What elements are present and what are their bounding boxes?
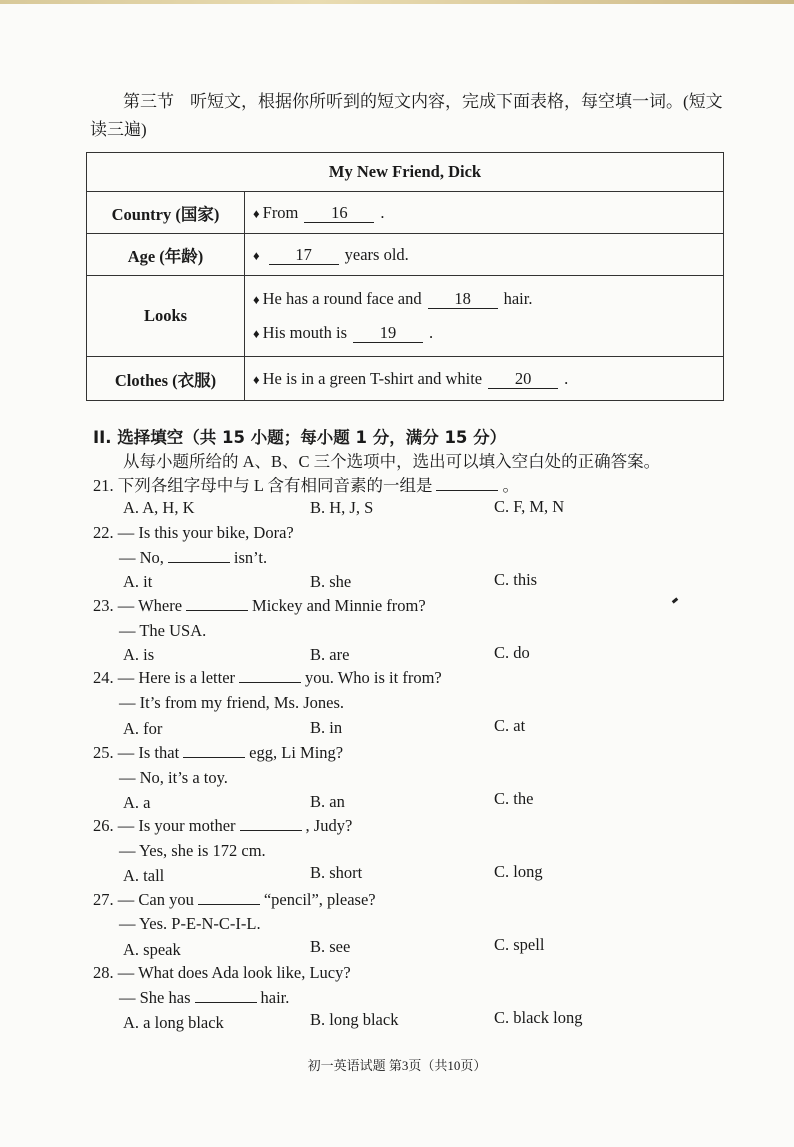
line-text: From [262, 202, 299, 222]
answer-blank[interactable] [198, 890, 260, 905]
option-b[interactable]: B. an [310, 792, 345, 811]
diamond-icon: ♦ [253, 205, 260, 221]
question-text: — Is your mother [117, 816, 236, 835]
section3-instruction: 听短文，根据你所听到的短文内容，完成下面表格，每空填一词。(短文读三遍) [90, 92, 723, 139]
line-text: years old. [344, 244, 409, 264]
table-row [87, 192, 724, 234]
question-number: 22. [93, 523, 114, 542]
row-content-looks [245, 276, 724, 357]
answer-blank[interactable] [436, 476, 498, 491]
line-text: hair. [503, 289, 533, 308]
option-b[interactable]: B. in [310, 718, 343, 737]
info-table [86, 152, 724, 401]
question-text: “pencil”, please? [263, 890, 376, 909]
question-text: Mickey and Minnie from? [252, 596, 426, 615]
row-content-clothes [245, 357, 724, 401]
option-b[interactable]: B. short [310, 863, 363, 882]
section2-instruction: 从每小题所给的 A、B、C 三个选项中，选出可以填入空白处的正确答案。 [123, 452, 661, 471]
question-text: egg, Li Ming? [249, 743, 344, 762]
option-c[interactable]: C. F, M, N [494, 497, 565, 516]
question-25-reply: — No, it’s a toy. [119, 768, 228, 787]
answer-blank[interactable] [183, 743, 245, 758]
question-24 [93, 668, 442, 688]
question-26-reply: — Yes, she is 172 cm. [119, 841, 266, 860]
diamond-icon: ♦ [253, 247, 260, 263]
line-text: He has a round face and [262, 289, 422, 308]
question-22-reply [119, 548, 267, 568]
answer-blank[interactable] [240, 816, 302, 831]
question-26 [93, 816, 352, 836]
answer-blank-20[interactable]: 20 [488, 370, 558, 389]
question-text: — What does Ada look like, Lucy? [117, 963, 351, 982]
question-text: isn’t. [233, 548, 268, 567]
option-b[interactable]: B. are [310, 645, 350, 664]
question-24-reply: — It’s from my friend, Ms. Jones. [119, 693, 345, 712]
question-text: 下列各组字母中与 L 含有相同音素的一组是 [117, 476, 433, 495]
table-title: My New Friend, Dick [87, 153, 724, 192]
option-c[interactable]: C. at [494, 716, 526, 735]
option-b[interactable]: B. long black [310, 1010, 399, 1029]
question-text: hair. [260, 988, 290, 1007]
section2-heading: II. 选择填空（共 15 小题；每小题 1 分，满分 15 分） [93, 428, 507, 447]
option-a[interactable]: A. is [123, 645, 155, 664]
question-22 [93, 523, 294, 543]
question-text: 。 [502, 476, 519, 495]
question-text: , Judy? [305, 816, 353, 835]
line-text: . [429, 323, 434, 342]
answer-blank-18[interactable]: 18 [428, 290, 498, 309]
question-number: 25. [93, 743, 114, 762]
row-content-age [245, 234, 724, 276]
question-number: 27. [93, 890, 114, 909]
question-number: 28. [93, 963, 114, 982]
answer-blank-19[interactable]: 19 [353, 324, 423, 343]
question-text: — No, [119, 548, 164, 567]
question-23 [93, 596, 426, 616]
option-a[interactable]: A. A, H, K [123, 498, 195, 517]
question-28-reply [119, 988, 289, 1008]
table-row [87, 276, 724, 357]
question-text: — Can you [117, 890, 194, 909]
section3-intro [90, 88, 730, 144]
option-a[interactable]: A. tall [123, 866, 165, 885]
row-label-country: Country (国家) [87, 192, 245, 234]
option-c[interactable]: C. spell [494, 935, 545, 954]
option-a[interactable]: A. speak [123, 940, 181, 959]
option-b[interactable]: B. H, J, S [310, 498, 374, 517]
line-text: . [380, 202, 385, 222]
answer-blank[interactable] [168, 548, 230, 563]
option-c[interactable]: C. this [494, 570, 538, 589]
question-text: — Here is a letter [117, 668, 236, 687]
question-21 [93, 472, 519, 496]
answer-blank[interactable] [186, 596, 248, 611]
question-text: — Where [117, 596, 183, 615]
question-28 [93, 963, 351, 983]
option-a[interactable]: A. a long black [123, 1013, 224, 1032]
question-23-reply: — The USA. [119, 621, 207, 640]
diamond-icon: ♦ [253, 326, 260, 341]
option-a[interactable]: A. a [123, 793, 151, 812]
option-c[interactable]: C. do [494, 643, 530, 662]
question-number: 23. [93, 596, 114, 615]
option-b[interactable]: B. she [310, 572, 352, 591]
option-c[interactable]: C. the [494, 789, 534, 808]
line-text: He is in a green T-shirt and white [262, 368, 483, 388]
question-text: — She has [119, 988, 191, 1007]
section3-label: 第三节 [123, 92, 174, 111]
answer-blank[interactable] [239, 668, 301, 683]
row-label-age: Age (年龄) [87, 234, 245, 276]
row-content-country [245, 192, 724, 234]
row-label-clothes: Clothes (衣服) [87, 357, 245, 401]
top-border [0, 0, 794, 4]
table-title-row [87, 153, 724, 192]
table-row [87, 234, 724, 276]
option-b[interactable]: B. see [310, 937, 351, 956]
table-row [87, 357, 724, 401]
question-number: 21. [93, 476, 114, 495]
option-c[interactable]: C. black long [494, 1008, 583, 1027]
answer-blank-16[interactable]: 16 [304, 204, 374, 223]
question-text: — Is this your bike, Dora? [117, 523, 294, 542]
line-text: . [564, 368, 569, 388]
stray-pen-mark [672, 597, 679, 603]
answer-blank-17[interactable]: 17 [269, 246, 339, 265]
option-a[interactable]: A. for [123, 719, 163, 738]
option-a[interactable]: A. it [123, 572, 153, 591]
diamond-icon: ♦ [253, 371, 260, 387]
page-footer: 初一英语试题 第3页（共10页） [307, 1058, 487, 1073]
row-label-looks: Looks [87, 276, 245, 357]
diamond-icon: ♦ [253, 292, 260, 307]
answer-blank[interactable] [195, 988, 257, 1003]
question-number: 24. [93, 668, 114, 687]
question-number: 26. [93, 816, 114, 835]
question-27-reply: — Yes. P-E-N-C-I-L. [119, 914, 261, 933]
option-c[interactable]: C. long [494, 862, 543, 881]
question-text: — Is that [117, 743, 180, 762]
line-text: His mouth is [262, 323, 347, 342]
question-27 [93, 890, 376, 910]
question-text: you. Who is it from? [305, 668, 442, 687]
question-25 [93, 743, 343, 763]
